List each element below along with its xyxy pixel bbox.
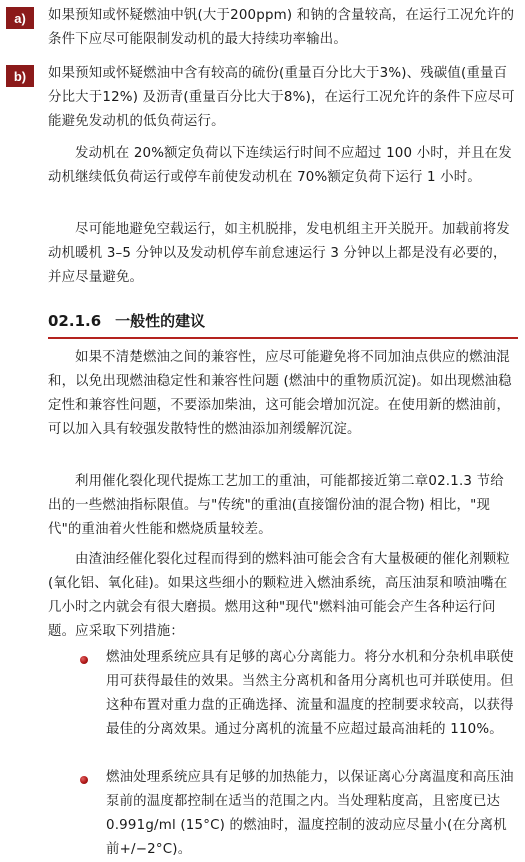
paragraph: 尽可能地避免空载运行，如主机脱排，发电机组主开关脱开。加载前将发动机暖机 3–5 分钟以及发动机停车前怠速运行 3 分钟以上都是没有必要的，并应尽量避免。: [48, 222, 510, 285]
bullet-icon: [80, 656, 88, 664]
item-text-a: 如果预知或怀疑燃油中钒(大于200ppm) 和钠的含量较高，在运行工况允许的条件下应尽可能限制发动机的最大持续功率输出。: [48, 8, 515, 47]
bullet-item: 燃油处理系统应具有足够的离心分离能力。将分水机和分杂机串联使用可获得最佳的效果。当然主分离机和备用分离机也可并联使用。但这种布置对重力盘的正确选择、流量和温度的控制要求较高，以获得最佳的分离效果。通过分离机的流量不应超过最高油耗的 110%。: [106, 650, 514, 737]
item-label-b: b): [6, 65, 34, 87]
item-label-a: a): [6, 7, 34, 29]
paragraph: 发动机在 20%额定负荷以下连续运行时间不应超过 100 小时，并且在发动机继续低负荷运行或停车前使发动机在 70%额定负荷下运行 1 小时。: [48, 146, 512, 185]
section-title: 一般性的建议: [115, 312, 206, 330]
paragraph: 由渣油经催化裂化过程而得到的燃料油可能会含有大量极硬的催化剂颗粒(氧化铝、氧化硅)。如果这些细小的颗粒进入燃油系统，高压油泵和喷油嘴在几小时之内就会有很大磨损。燃用这种"现代"燃料油可能会产生各种运行问题。应采取下列措施：: [48, 552, 510, 639]
bullet-item: 燃油处理系统应具有足够的加热能力，以保证离心分离温度和高压油泵前的温度都控制在适当的范围之内。当处理粘度高，且密度已达 0.991g/ml (15°C) 的燃油时，温度控制的波动应尽量小(在分离机前+/−2°C)。: [106, 770, 514, 857]
section-number: 02.1.6: [48, 312, 102, 330]
section-heading: [48, 309, 518, 339]
bullet-icon: [80, 776, 88, 784]
paragraph: 如果不清楚燃油之间的兼容性，应尽可能避免将不同加油点供应的燃油混和，以免出现燃油稳定性和兼容性问题 (燃油中的重物质沉淀)。如出现燃油稳定性和兼容性问题，不要添加柴油，这可能会增加沉淀。在使用新的燃油前，可以加入具有较强发散特性的燃油添加剂缓解沉淀。: [48, 350, 512, 437]
item-text-b: 如果预知或怀疑燃油中含有较高的硫份(重量百分比大于3%)、残碳值(重量百分比大于12%) 及沥青(重量百分比大于8%)，在运行工况允许的条件下应尽可能避免发动机的低负荷运行。: [48, 66, 515, 129]
paragraph: 利用催化裂化现代提炼工艺加工的重油，可能都接近第二章02.1.3 节给出的一些燃油指标限值。与"传统"的重油(直接馏份油的混合物) 相比，"现代"的重油着火性能和燃烧质量较差。: [48, 474, 504, 537]
